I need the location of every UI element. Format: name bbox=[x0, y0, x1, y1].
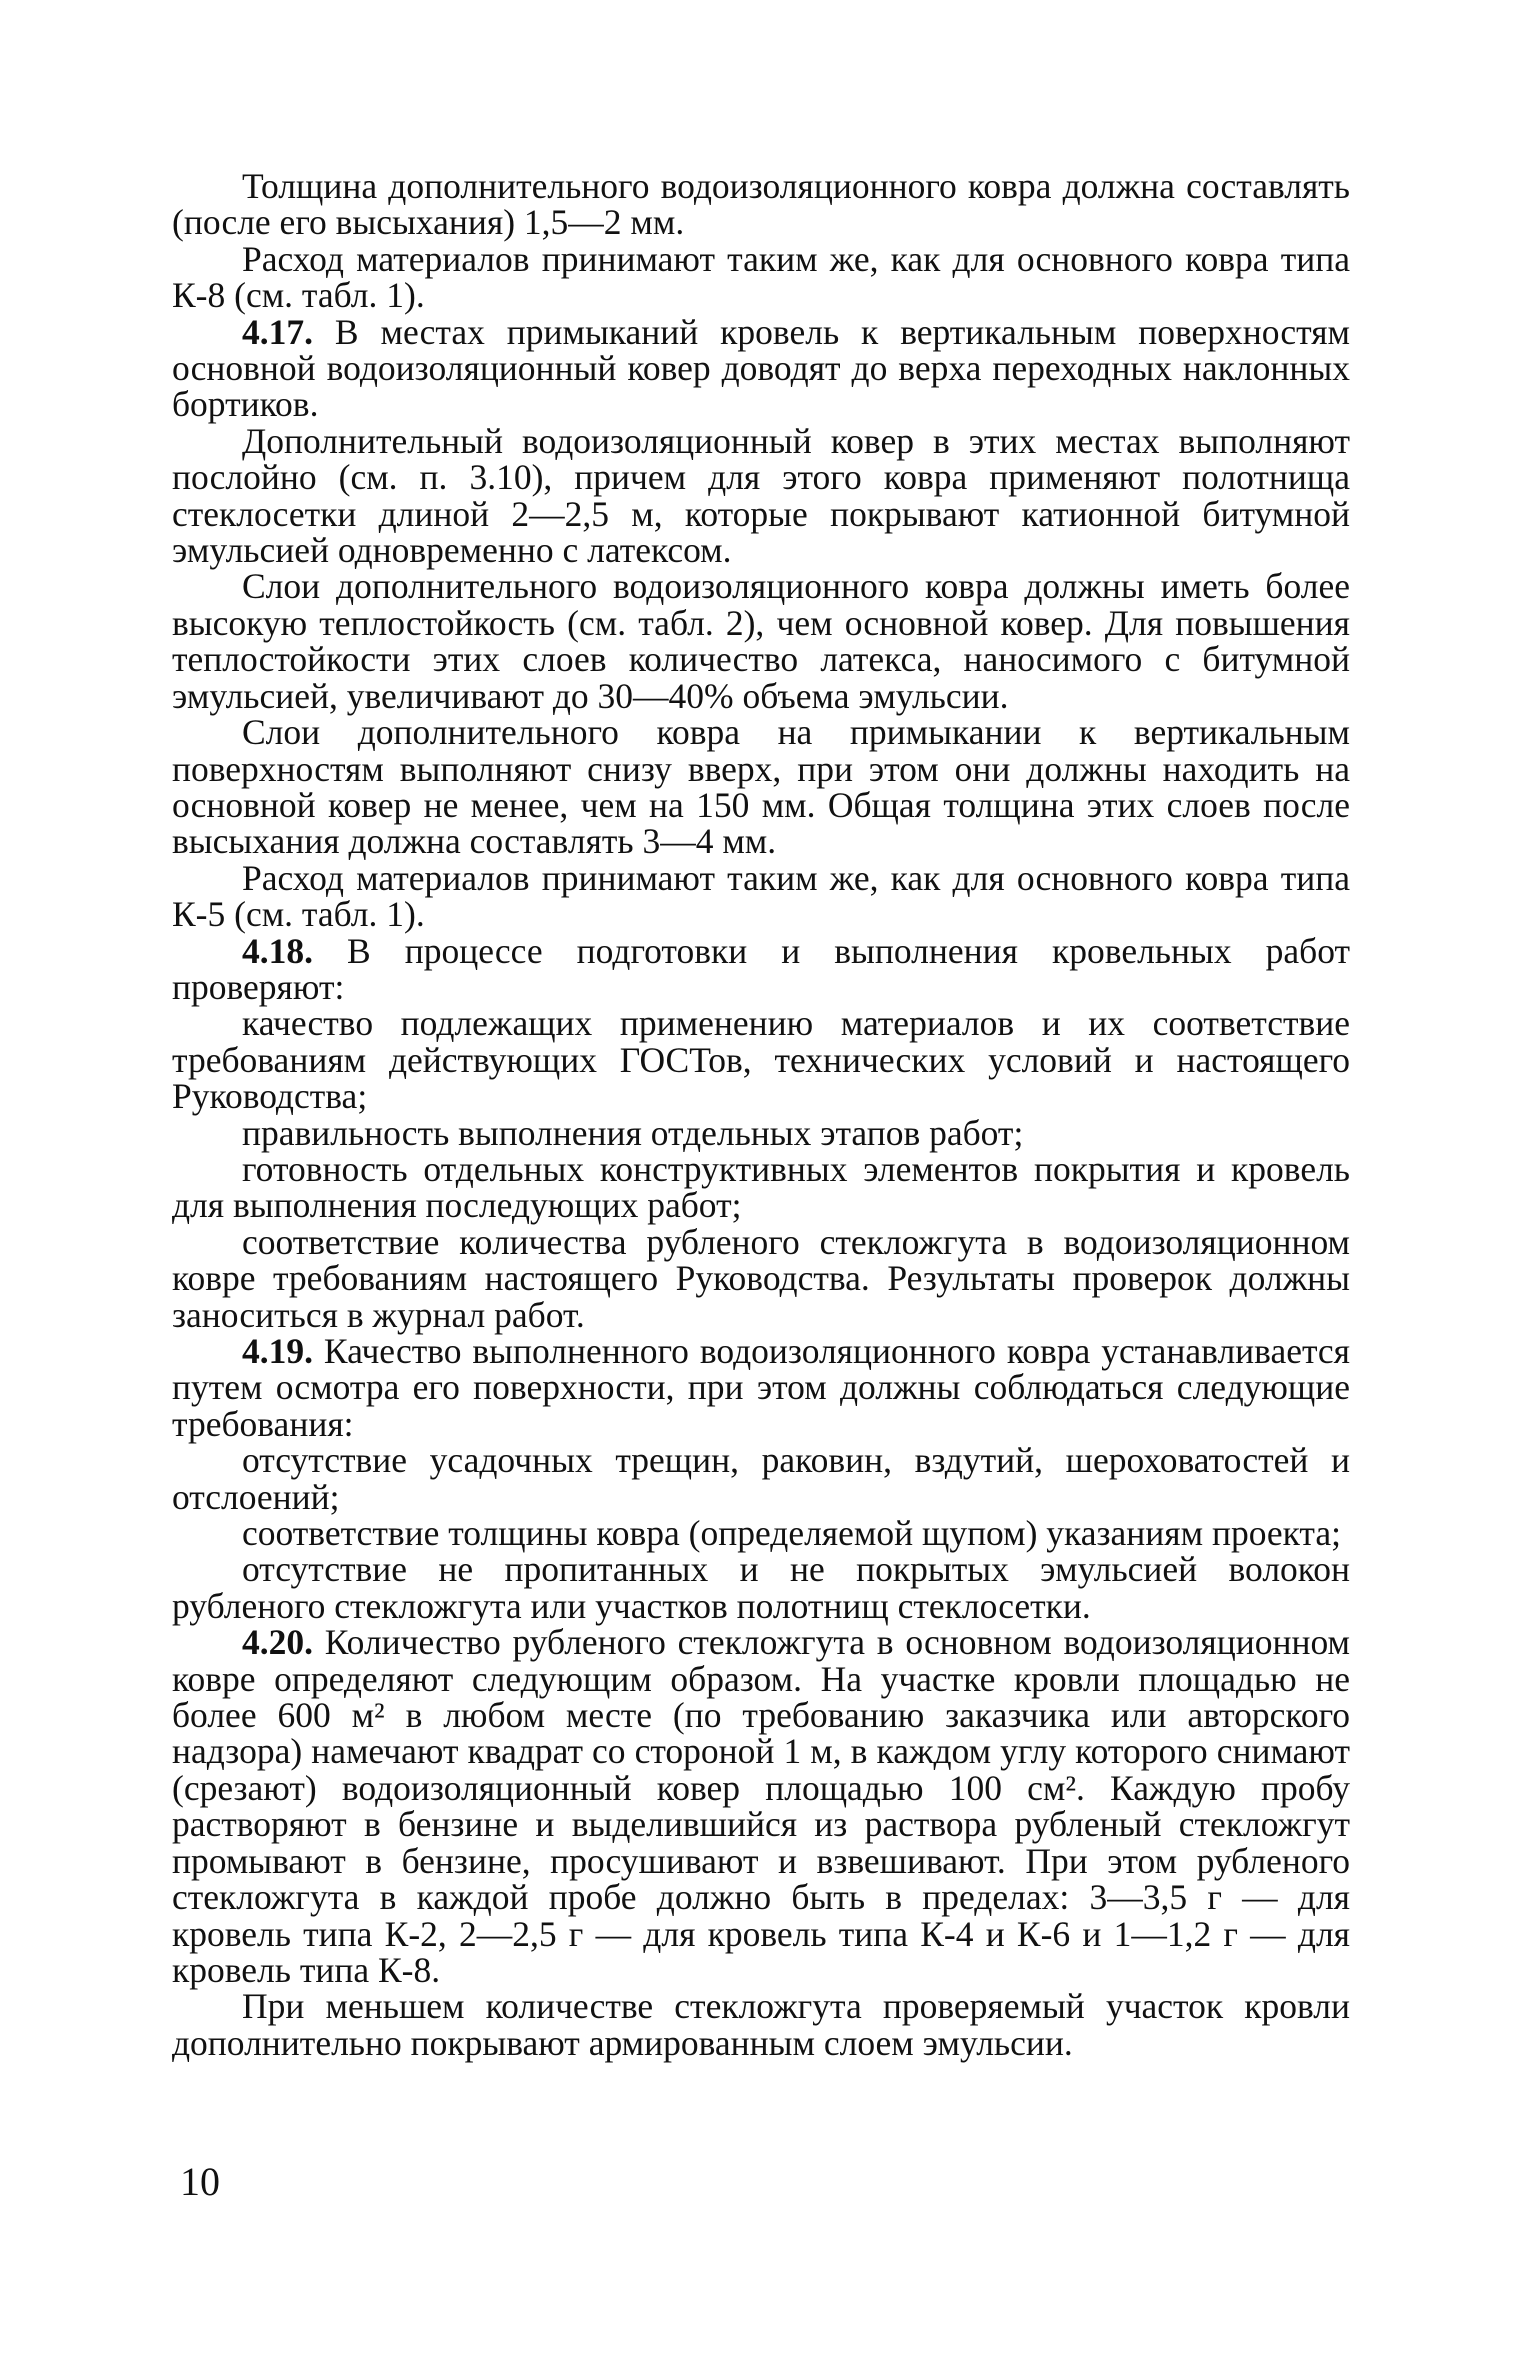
check-item-stages: правильность выполнения отдельных этапов работ; bbox=[242, 1112, 1024, 1153]
paragraph-lower-amount: При меньшем количестве стекложгута проверяемый участок кровли дополнительно покрывают армированным слоем эмульсии. bbox=[172, 1986, 1350, 2063]
requirement-thickness: соответствие толщины ковра (определяемой щупом) указаниям проекта; bbox=[242, 1513, 1341, 1554]
paragraph-heat-resistance: Слои дополнительного водоизоляционного ковра должны иметь более высокую теплостойкость (см. табл. 2), чем основной ковер. Для повышения теплостойкости этих слоев количество латекса, наносимого с битумной эмульсией, увеличивают до 30—40% объема эмульсии. bbox=[172, 566, 1350, 716]
requirement-no-cracks: отсутствие усадочных трещин, раковин, вздутий, шероховатостей и отслоений; bbox=[172, 1440, 1350, 1517]
check-item-readiness: готовность отдельных конструктивных элементов покрытия и кровель для выполнения последующих работ; bbox=[172, 1148, 1350, 1226]
paragraph-layers-vertical: Слои дополнительного ковра на примыкании к вертикальным поверхностям выполняют снизу вверх, при этом они должны находить на основной ковер не менее, чем на 150 мм. Общая толщина этих слоев после высыхания должна составлять 3—4 мм. bbox=[172, 712, 1350, 862]
paragraph-additional-carpet: Дополнительный водоизоляционный ковер в этих местах выполняют послойно (см. п. 3.10), причем для этого ковра применяют полотнища стеклосетки длиной 2—2,5 м, которые покрывают катионной битумной эмульсией одновременно с латексом. bbox=[172, 420, 1350, 571]
body-text bbox=[172, 168, 1350, 2061]
section-number: 4.18. bbox=[242, 930, 313, 971]
section-4-20: 4.20. Количество рубленого стекложгута в основном водоизоляционном ковре определяют следующим образом. На участке кровли площадью не более 600 м² в любом месте (по требованию заказчика или авторского надзора) намечают квадрат со стороной 1 м, в каждом углу которого снимают (срезают) водоизоляционный ковер площадью 100 см². Каждую пробу растворяют в бензине и выделившийся из раствора рубленый стекложгут промывают в бензине, просушивают и взвешивают. При этом рубленого стекложгута в каждой пробе должно быть в пределах: 3—3,5 г — для кровель типа К-2, 2—2,5 г — для кровель типа К-4 и К-6 и 1—1,2 г — для кровель типа К-8. bbox=[172, 1622, 1350, 1990]
paragraph-thickness: Толщина дополнительного водоизоляционного ковра должна составлять (после его высыхания) 1,5—2 мм. bbox=[172, 166, 1350, 243]
section-4-19: 4.19. Качество выполненного водоизоляционного ковра устанавливается путем осмотра его поверхности, при этом должны соблюдаться следующие требования: bbox=[172, 1331, 1351, 1444]
requirement-no-uncoated: отсутствие не пропитанных и не покрытых эмульсией волокон рубленого стекложгута или участков полотнищ стеклосетки. bbox=[172, 1549, 1350, 1626]
section-number: 4.17. bbox=[242, 311, 313, 352]
page-number: 10 bbox=[180, 2159, 220, 2204]
section-number: 4.19. bbox=[242, 1331, 313, 1371]
check-item-materials: качество подлежащих применению материалов и их соответствие требованиям действующих ГОСТов, технических условий и настоящего Руководства; bbox=[172, 1003, 1350, 1117]
section-4-18: 4.18. В процессе подготовки и выполнения кровельных работ проверяют: bbox=[172, 930, 1350, 1007]
section-number: 4.20. bbox=[242, 1622, 313, 1663]
paragraph-consumption-k8: Расход материалов принимают таким же, как для основного ковра типа К-8 (см. табл. 1). bbox=[172, 238, 1350, 316]
section-4-17: 4.17. В местах примыканий кровель к вертикальным поверхностям основной водоизоляционный ковер доводят до верха переходных наклонных бортиков. bbox=[172, 311, 1351, 425]
paragraph-consumption-k5: Расход материалов принимают таким же, как для основного ковра типа К-5 (см. табл. 1). bbox=[172, 857, 1350, 935]
check-item-fiberglass: соответствие количества рубленого стекложгута в водоизоляционном ковре требованиям настоящего Руководства. Результаты проверок должны заноситься в журнал работ. bbox=[172, 1221, 1350, 1335]
